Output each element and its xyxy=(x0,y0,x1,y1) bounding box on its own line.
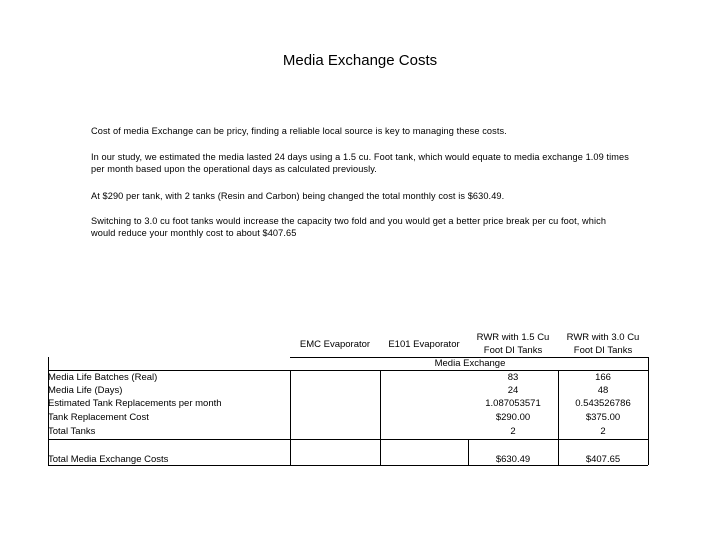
row-label-tank-replacement-cost: Tank Replacement Cost xyxy=(48,412,149,423)
cell-rwr30-tanks: 2 xyxy=(600,426,606,437)
cell-rwr30-days: 48 xyxy=(597,385,609,396)
header-emc-evaporator: EMC Evaporator xyxy=(299,339,371,350)
cell-rwr30-batches: 166 xyxy=(595,372,611,383)
cell-rwr30-cost: $375.00 xyxy=(585,412,621,423)
row-label-total-costs: Total Media Exchange Costs xyxy=(48,454,169,465)
section-media-exchange: Media Exchange xyxy=(434,358,506,369)
cell-rwr30-total: $407.65 xyxy=(585,454,621,465)
paragraph-study: In our study, we estimated the media lasted 24 days using a 1.5 cu. Foot tank, which would equate to media exchange 1.09 times per month based upon the operational days as calculated previously. xyxy=(91,152,629,174)
paragraph-cost: At $290 per tank, with 2 tanks (Resin and Carbon) being changed the total monthly cost is $630.49. xyxy=(91,191,505,201)
cell-rwr15-days: 24 xyxy=(507,385,519,396)
table-line xyxy=(290,357,648,358)
header-rwr-3-0: RWR with 3.0 Cu Foot DI Tanks xyxy=(566,332,640,356)
paragraph-intro: Cost of media Exchange can be pricy, finding a reliable local source is key to managing these costs. xyxy=(91,126,507,136)
row-label-tank-replacements: Estimated Tank Replacements per month xyxy=(48,398,222,409)
cell-rwr15-total: $630.49 xyxy=(495,454,531,465)
cell-rwr15-batches: 83 xyxy=(507,372,519,383)
table-line xyxy=(648,357,649,465)
header-e101-evaporator: E101 Evaporator xyxy=(388,339,460,350)
page-title: Media Exchange Costs xyxy=(282,52,438,69)
cell-rwr15-replacements: 1.087053571 xyxy=(485,398,541,409)
cell-rwr15-tanks: 2 xyxy=(510,426,516,437)
row-label-total-tanks: Total Tanks xyxy=(48,426,96,437)
table-line xyxy=(290,370,291,465)
paragraph-switching: Switching to 3.0 cu foot tanks would increase the capacity two fold and you would get a better price break per cu foot, which would reduce your monthly cost to about $407.65 xyxy=(91,216,607,238)
row-label-media-life-batches: Media Life Batches (Real) xyxy=(48,372,158,383)
cell-rwr15-cost: $290.00 xyxy=(495,412,531,423)
cell-rwr30-replacements: 0.543526786 xyxy=(575,398,631,409)
table-line xyxy=(380,370,381,465)
header-rwr-1-5: RWR with 1.5 Cu Foot DI Tanks xyxy=(476,332,550,356)
row-label-media-life-days: Media Life (Days) xyxy=(48,385,123,396)
